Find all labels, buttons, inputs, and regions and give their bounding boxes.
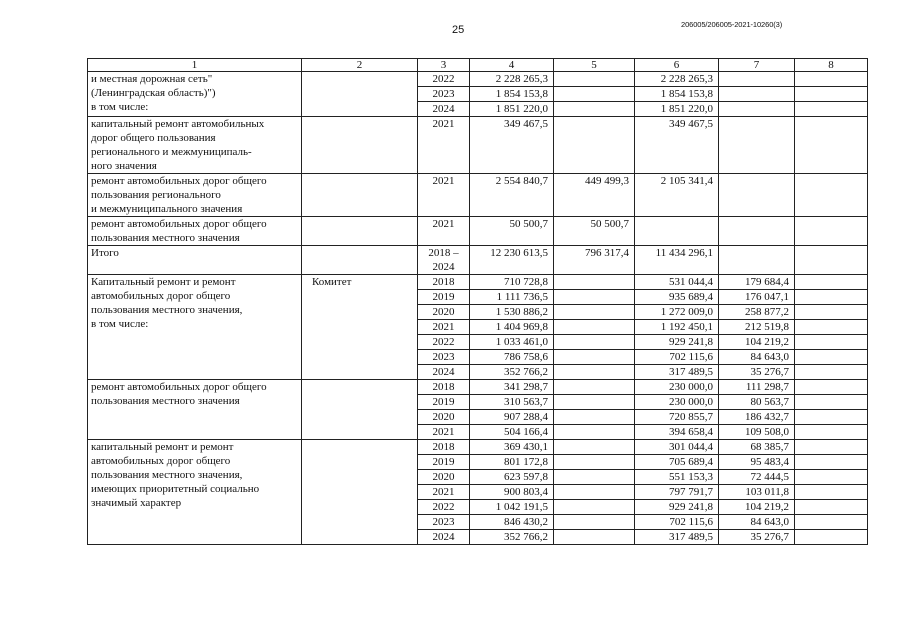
description-line: капитальный ремонт автомобильных [91,118,265,130]
description-line: Капитальный ремонт и ремонт [91,276,236,288]
total-cell: 900 803,4 [470,485,554,500]
other-cell [795,440,868,455]
column-number: 2 [302,59,418,72]
regional-cell: 230 000,0 [635,380,719,395]
regional-cell: 702 115,6 [635,350,719,365]
local-cell: 35 276,7 [719,530,795,545]
local-cell [719,102,795,117]
description-line: (Ленинградская область)") [91,87,216,99]
table-row [88,440,868,455]
other-cell [795,117,868,174]
local-cell: 95 483,4 [719,455,795,470]
other-cell [795,530,868,545]
total-cell: 1 033 461,0 [470,335,554,350]
other-cell [795,410,868,425]
year-cell: 2018 – 2024 [418,246,470,275]
description-line: ремонт автомобильных дорог общего [91,381,267,393]
other-cell [795,290,868,305]
total-cell: 1 111 736,5 [470,290,554,305]
local-cell: 179 684,4 [719,275,795,290]
description-line: дорог общего пользования [91,132,216,144]
year-cell: 2021 [418,425,470,440]
total-cell: 623 597,8 [470,470,554,485]
other-cell [795,217,868,246]
total-cell: 1 404 969,8 [470,320,554,335]
regional-cell: 929 241,8 [635,335,719,350]
year-cell: 2021 [418,217,470,246]
table-row [88,275,868,290]
page-number: 25 [452,24,465,36]
column-number: 4 [470,59,554,72]
regional-cell: 1 851 220,0 [635,102,719,117]
other-cell [795,275,868,290]
federal-cell [554,395,635,410]
table-row [88,117,868,174]
regional-cell: 531 044,4 [635,275,719,290]
regional-cell [635,217,719,246]
federal-cell [554,290,635,305]
year-cell: 2021 [418,485,470,500]
responsible-executor [302,246,418,275]
federal-cell [554,275,635,290]
table-row [88,72,868,87]
federal-cell [554,485,635,500]
year-cell: 2021 [418,117,470,174]
responsible-executor [302,380,418,440]
responsible-executor [302,440,418,545]
responsible-executor: Комитет [302,275,418,380]
year-cell: 2022 [418,335,470,350]
total-cell: 2 554 840,7 [470,174,554,217]
federal-cell [554,350,635,365]
year-cell: 2024 [418,365,470,380]
regional-cell: 797 791,7 [635,485,719,500]
column-number: 5 [554,59,635,72]
other-cell [795,380,868,395]
local-cell: 104 219,2 [719,335,795,350]
local-cell [719,117,795,174]
responsible-executor [302,174,418,217]
other-cell [795,320,868,335]
responsible-executor [302,117,418,174]
regional-cell: 705 689,4 [635,455,719,470]
description-line: и межмуниципального значения [91,203,243,215]
local-cell: 212 519,8 [719,320,795,335]
table-row [88,217,868,246]
federal-cell [554,320,635,335]
regional-cell: 929 241,8 [635,500,719,515]
year-cell: 2023 [418,515,470,530]
row-description [88,217,302,246]
regional-cell: 394 658,4 [635,425,719,440]
responsible-executor [302,217,418,246]
total-cell: 352 766,2 [470,365,554,380]
table-row [88,174,868,217]
other-cell [795,350,868,365]
row-description [88,72,302,117]
federal-cell [554,455,635,470]
year-cell: 2019 [418,395,470,410]
federal-cell [554,87,635,102]
local-cell: 109 508,0 [719,425,795,440]
federal-cell [554,102,635,117]
description-line: Итого [91,247,119,259]
total-cell: 341 298,7 [470,380,554,395]
year-cell: 2019 [418,455,470,470]
regional-cell: 349 467,5 [635,117,719,174]
federal-cell [554,365,635,380]
other-cell [795,515,868,530]
description-line: в том числе: [91,101,149,113]
other-cell [795,335,868,350]
local-cell: 84 643,0 [719,350,795,365]
other-cell [795,395,868,410]
local-cell [719,72,795,87]
year-cell: 2022 [418,500,470,515]
regional-cell: 935 689,4 [635,290,719,305]
description-line: и местная дорожная сеть" [91,73,213,85]
local-cell: 258 877,2 [719,305,795,320]
other-cell [795,102,868,117]
year-cell: 2018 [418,380,470,395]
description-line: имеющих приоритетный социально [91,483,260,495]
total-cell: 349 467,5 [470,117,554,174]
year-cell: 2018 [418,440,470,455]
federal-cell [554,515,635,530]
total-cell: 2 228 265,3 [470,72,554,87]
local-cell: 84 643,0 [719,515,795,530]
local-cell [719,174,795,217]
description-line: автомобильных дорог общего [91,290,231,302]
total-cell: 369 430,1 [470,440,554,455]
federal-cell [554,380,635,395]
year-cell: 2024 [418,530,470,545]
table-row [88,380,868,395]
other-cell [795,246,868,275]
regional-cell: 317 489,5 [635,365,719,380]
description-line: ного значения [91,160,157,172]
total-cell: 50 500,7 [470,217,554,246]
local-cell: 72 444,5 [719,470,795,485]
local-cell: 103 011,8 [719,485,795,500]
regional-cell: 720 855,7 [635,410,719,425]
year-cell: 2019 [418,290,470,305]
document-code: 206005/206005-2021-10260(3) [681,20,783,29]
federal-cell [554,335,635,350]
total-cell: 801 172,8 [470,455,554,470]
federal-cell: 796 317,4 [554,246,635,275]
federal-cell [554,72,635,87]
regional-cell: 2 228 265,3 [635,72,719,87]
federal-cell [554,530,635,545]
year-cell: 2021 [418,174,470,217]
local-cell: 80 563,7 [719,395,795,410]
total-cell: 310 563,7 [470,395,554,410]
row-description [88,440,302,545]
local-cell [719,87,795,102]
column-number: 8 [795,59,868,72]
total-cell: 1 042 191,5 [470,500,554,515]
regional-cell: 1 192 450,1 [635,320,719,335]
federal-cell: 449 499,3 [554,174,635,217]
description-line: в том числе: [91,318,149,330]
other-cell [795,500,868,515]
year-cell: 2022 [418,72,470,87]
federal-cell [554,425,635,440]
local-cell: 186 432,7 [719,410,795,425]
regional-cell: 1 854 153,8 [635,87,719,102]
total-cell: 1 854 153,8 [470,87,554,102]
regional-cell: 230 000,0 [635,395,719,410]
other-cell [795,87,868,102]
year-cell: 2024 [418,102,470,117]
year-cell: 2021 [418,320,470,335]
total-cell: 504 166,4 [470,425,554,440]
regional-cell: 1 272 009,0 [635,305,719,320]
federal-cell: 50 500,7 [554,217,635,246]
other-cell [795,485,868,500]
description-line: регионального и межмуниципаль- [91,146,252,158]
description-line: пользования регионального [91,189,221,201]
other-cell [795,365,868,380]
local-cell: 176 047,1 [719,290,795,305]
column-number: 6 [635,59,719,72]
total-cell: 1 851 220,0 [470,102,554,117]
column-number: 7 [719,59,795,72]
other-cell [795,305,868,320]
regional-cell: 551 153,3 [635,470,719,485]
total-cell: 786 758,6 [470,350,554,365]
regional-cell: 317 489,5 [635,530,719,545]
row-description [88,246,302,275]
federal-cell [554,410,635,425]
description-line: значимый характер [91,497,182,509]
other-cell [795,455,868,470]
description-line: ремонт автомобильных дорог общего [91,175,267,187]
local-cell: 68 385,7 [719,440,795,455]
column-number: 3 [418,59,470,72]
total-cell: 907 288,4 [470,410,554,425]
other-cell [795,174,868,217]
federal-cell [554,305,635,320]
row-description [88,117,302,174]
year-cell: 2020 [418,470,470,485]
column-number-row [88,59,868,72]
row-description [88,174,302,217]
federal-cell [554,470,635,485]
local-cell: 111 298,7 [719,380,795,395]
description-line: пользования местного значения, [91,469,243,481]
regional-cell: 2 105 341,4 [635,174,719,217]
total-cell: 352 766,2 [470,530,554,545]
other-cell [795,425,868,440]
regional-cell: 11 434 296,1 [635,246,719,275]
other-cell [795,470,868,485]
local-cell [719,246,795,275]
local-cell: 104 219,2 [719,500,795,515]
description-line: пользования местного значения [91,395,240,407]
year-cell: 2020 [418,305,470,320]
description-line: пользования местного значения, [91,304,243,316]
responsible-executor [302,72,418,117]
total-cell: 846 430,2 [470,515,554,530]
year-cell: 2020 [418,410,470,425]
regional-cell: 301 044,4 [635,440,719,455]
program-funding-table [87,58,868,545]
local-cell: 35 276,7 [719,365,795,380]
description-line: ремонт автомобильных дорог общего [91,218,267,230]
total-cell: 710 728,8 [470,275,554,290]
description-line: автомобильных дорог общего [91,455,231,467]
row-description [88,275,302,380]
year-cell: 2023 [418,350,470,365]
federal-cell [554,440,635,455]
year-cell: 2023 [418,87,470,102]
row-description [88,380,302,440]
column-number: 1 [88,59,302,72]
total-cell: 12 230 613,5 [470,246,554,275]
total-cell: 1 530 886,2 [470,305,554,320]
regional-cell: 702 115,6 [635,515,719,530]
federal-cell [554,117,635,174]
other-cell [795,72,868,87]
year-cell: 2018 [418,275,470,290]
description-line: капитальный ремонт и ремонт [91,441,234,453]
federal-cell [554,500,635,515]
local-cell [719,217,795,246]
table-row [88,246,868,275]
description-line: пользования местного значения [91,232,240,244]
